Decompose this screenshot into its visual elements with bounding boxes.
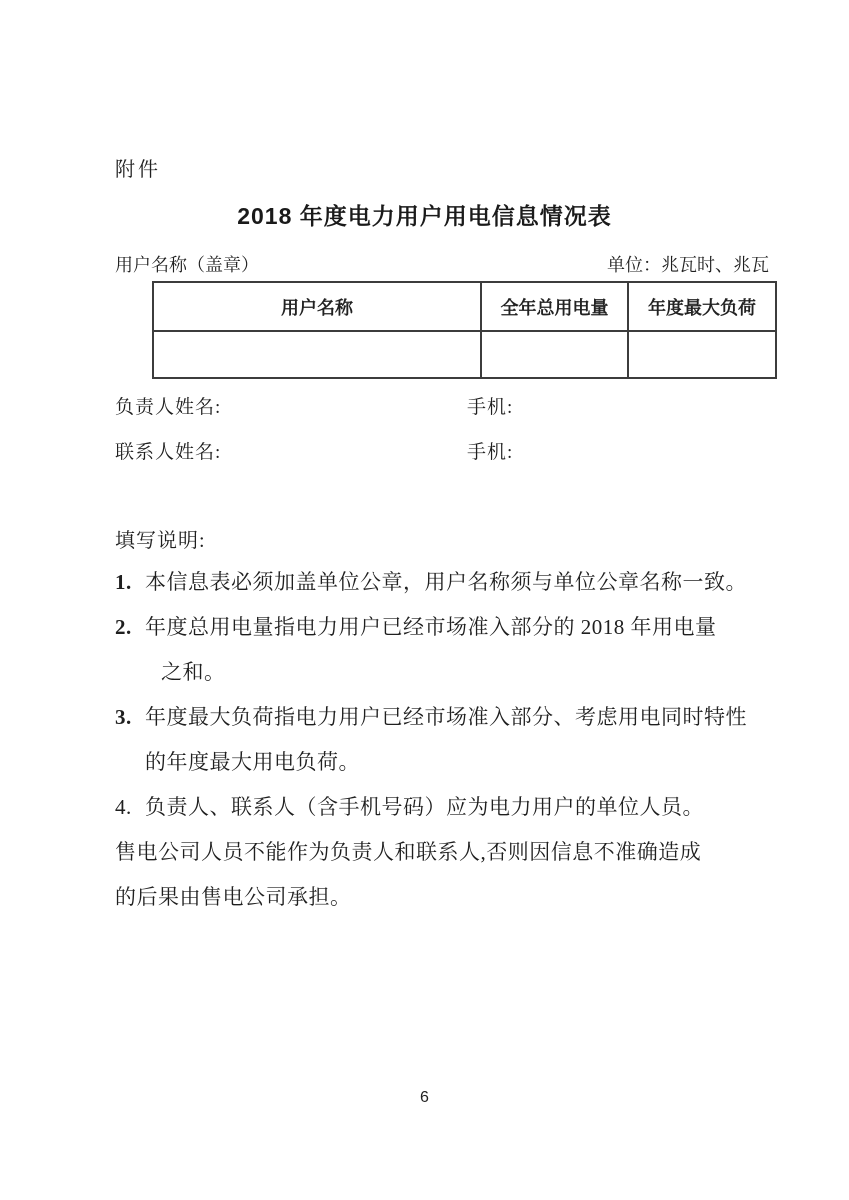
item-2-marker: 2. [115, 615, 132, 639]
unit-label: 单位：兆瓦时、兆瓦 [607, 255, 769, 275]
instruction-line [115, 695, 780, 740]
electricity-info-table [152, 281, 777, 379]
item-4-marker: 4. [115, 795, 132, 819]
instruction-item-4 [115, 785, 780, 920]
instruction-line [115, 740, 780, 785]
item-3-text-line-2: 的年度最大用电负荷。 [145, 750, 360, 774]
responsible-person-name-label: 负责人姓名: [115, 397, 222, 418]
cell-user-name [153, 331, 481, 378]
contact-person-row [115, 437, 513, 464]
instruction-line [115, 560, 780, 605]
header-user-name: 用户名称 [153, 282, 481, 331]
item-1-marker: 1. [115, 570, 132, 594]
cell-annual-max-load [628, 331, 776, 378]
attachment-label: 附件 [115, 159, 161, 181]
user-name-seal-label: 用户名称（盖章） [115, 255, 259, 275]
instruction-line [115, 605, 780, 650]
instruction-line [115, 785, 780, 830]
instructions-heading: 填写说明: [115, 530, 206, 552]
page-number: 6 [420, 1089, 429, 1106]
item-4-text-line-1: 负责人、联系人（含手机号码）应为电力用户的单位人员。 [145, 795, 704, 819]
item-2-text-line-1: 年度总用电量指电力用户已经市场准入部分的 2018 年用电量 [145, 615, 717, 639]
instruction-line [115, 875, 780, 920]
instruction-line [115, 830, 780, 875]
instruction-line [115, 650, 780, 695]
meta-row [115, 251, 769, 277]
contact-person-phone-label: 手机: [467, 442, 514, 463]
table-header-row [153, 282, 776, 331]
instruction-item-2 [115, 605, 780, 695]
item-2-text-line-2: 之和。 [161, 660, 226, 684]
item-3-marker: 3. [115, 705, 132, 729]
instruction-item-3 [115, 695, 780, 785]
table-row [153, 331, 776, 378]
responsible-person-phone-label: 手机: [467, 397, 514, 418]
item-4-text-line-3: 的后果由售电公司承担。 [115, 885, 352, 909]
item-1-text: 本信息表必须加盖单位公章，用户名称须与单位公章名称一致。 [145, 570, 747, 594]
responsible-person-row [115, 392, 513, 419]
item-3-text-line-1: 年度最大负荷指电力用户已经市场准入部分、考虑用电同时特性 [145, 705, 747, 729]
instructions-list [115, 560, 780, 920]
item-4-text-line-2: 售电公司人员不能作为负责人和联系人,否则因信息不准确造成 [115, 840, 702, 864]
page-title: 2018 年度电力用户用电信息情况表 [237, 203, 612, 229]
contact-person-name-label: 联系人姓名: [115, 442, 222, 463]
cell-annual-total-consumption [481, 331, 628, 378]
instruction-item-1 [115, 560, 780, 605]
header-annual-total-consumption: 全年总用电量 [481, 282, 628, 331]
header-annual-max-load: 年度最大负荷 [628, 282, 776, 331]
